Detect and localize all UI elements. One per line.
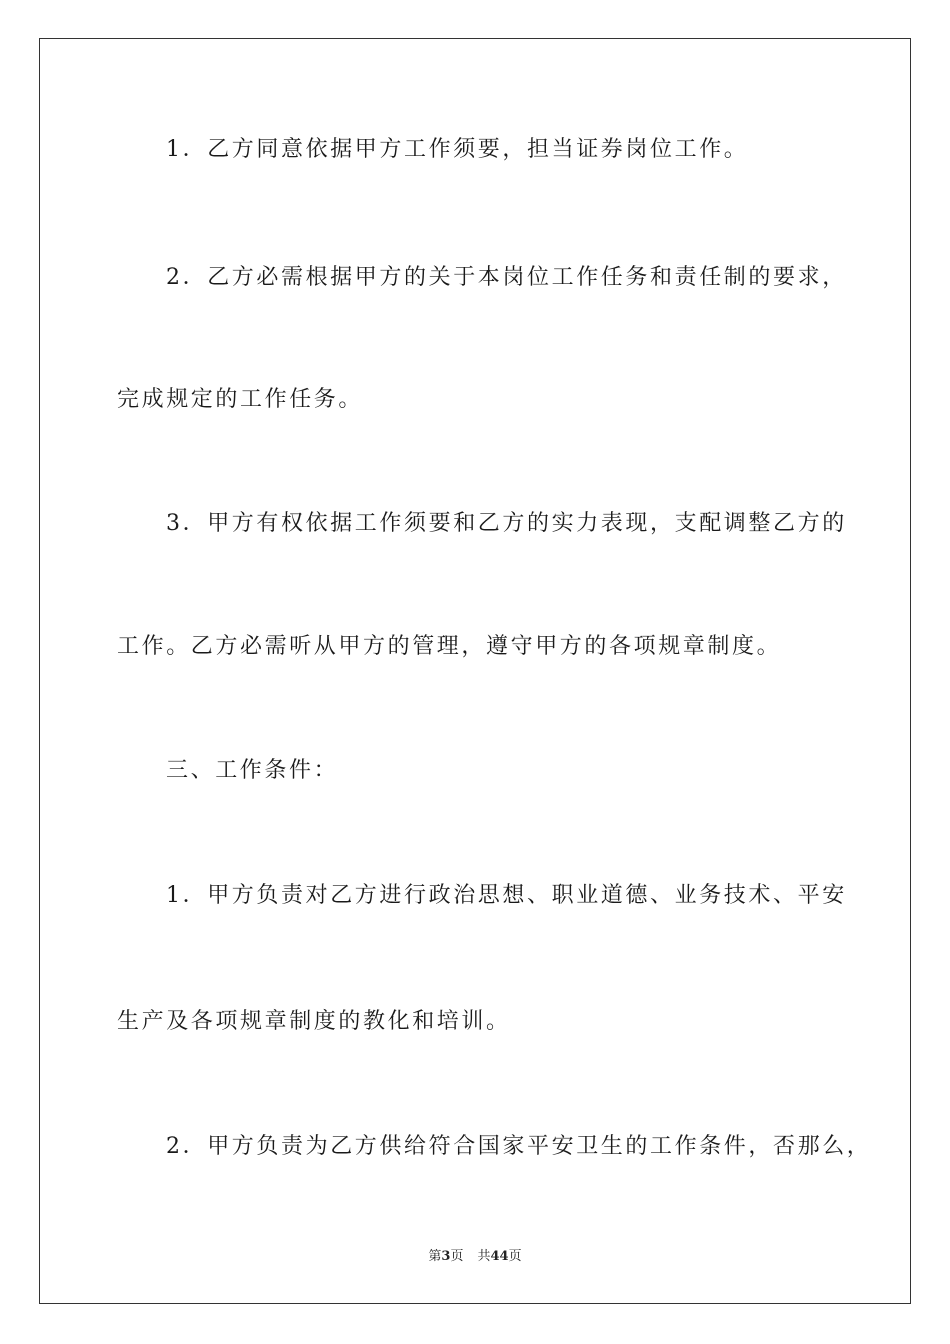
page-border: [39, 38, 911, 1304]
paragraph-clause-2-line-2: 完成规定的工作任务。: [117, 387, 364, 412]
paragraph-clause-2-line-1: 2．乙方必需根据甲方的关于本岗位工作任务和责任制的要求，: [166, 265, 847, 290]
section-heading-work-conditions: 三、工作条件：: [166, 758, 339, 783]
paragraph-clause-3-line-2: 工作。乙方必需听从甲方的管理，遵守甲方的各项规章制度。: [117, 634, 782, 659]
paragraph-condition-2-line-1: 2．甲方负责为乙方供给符合国家平安卫生的工作条件，否那么，: [166, 1134, 872, 1159]
footer-page-number: 3: [441, 1249, 451, 1264]
footer-total-pages: 44: [490, 1249, 509, 1264]
footer-total-prefix: 共: [477, 1249, 491, 1264]
footer-total-suffix: 页: [508, 1249, 522, 1264]
paragraph-clause-3-line-1: 3．甲方有权依据工作须要和乙方的实力表现，支配调整乙方的: [166, 511, 847, 536]
footer-page-suffix: 页: [450, 1249, 464, 1264]
paragraph-clause-1: 1．乙方同意依据甲方工作须要，担当证券岗位工作。: [166, 137, 749, 162]
paragraph-condition-1-line-1: 1．甲方负责对乙方进行政治思想、职业道德、业务技术、平安: [166, 883, 847, 908]
paragraph-condition-1-line-2: 生产及各项规章制度的教化和培训。: [117, 1009, 511, 1034]
footer-page-prefix: 第: [428, 1249, 442, 1264]
page-footer: [0, 1249, 950, 1265]
